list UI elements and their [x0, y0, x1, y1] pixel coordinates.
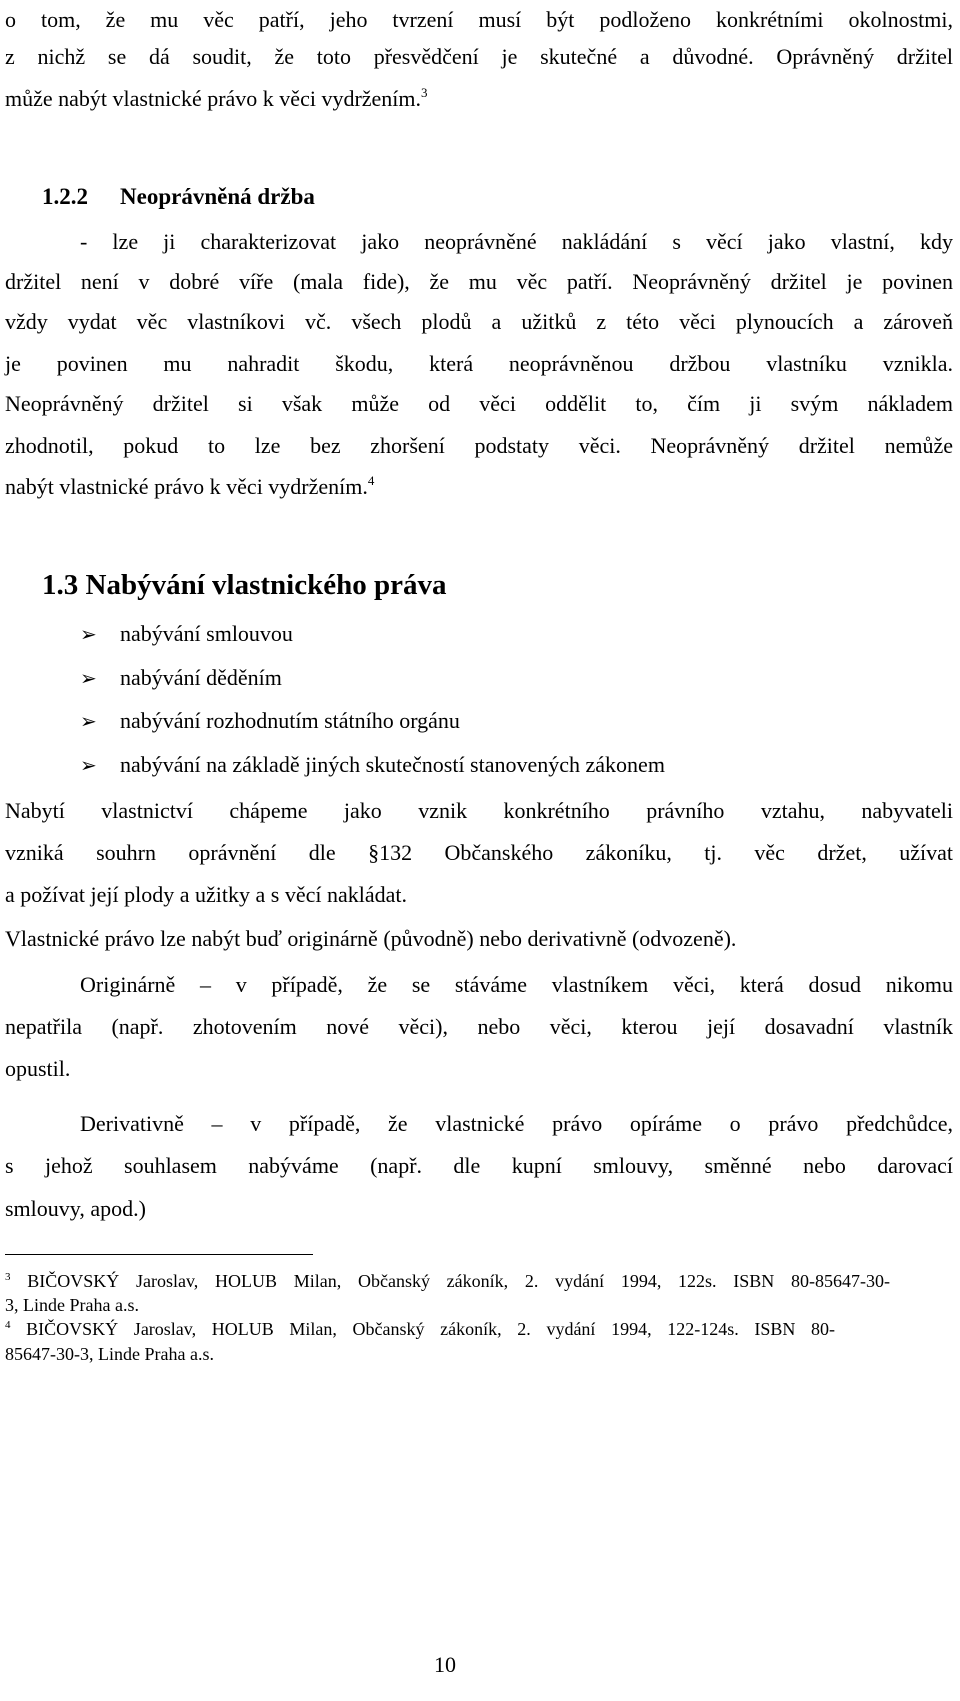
- paragraph-line: s jehož souhlasem nabýváme (např. dle kupní smlouvy, směnné nebo darovací: [5, 1153, 953, 1178]
- paragraph-line: [5, 85, 953, 113]
- paragraph-line: opustil.: [5, 1056, 71, 1081]
- footnote-text: BIČOVSKÝ Jaroslav, HOLUB Milan, Občanský zákoník, 2. vydání 1994, 122-124s. ISBN 80-: [26, 1319, 836, 1339]
- footnote: [5, 1270, 890, 1292]
- paragraph-line: a požívat její plody a užitky a s věcí nakládat.: [5, 882, 407, 907]
- footnote-number: 3: [5, 1271, 11, 1283]
- footnote-reference: 3: [421, 85, 428, 100]
- list-item-text: nabývání smlouvou: [120, 621, 293, 646]
- section-title: Nabývání vlastnického práva: [85, 569, 447, 601]
- list-item-text: nabývání na základě jiných skutečností stanovených zákonem: [120, 752, 665, 777]
- list-item: [80, 751, 665, 779]
- paragraph-line: Derivativně – v případě, že vlastnické právo opíráme o právo předchůdce,: [80, 1111, 953, 1136]
- arrow-right-outline-icon: ➢: [80, 753, 97, 777]
- list-item: [80, 707, 460, 735]
- list-item-text: nabývání rozhodnutím státního orgánu: [120, 708, 460, 733]
- footnote-line: 3, Linde Praha a.s.: [5, 1295, 139, 1315]
- paragraph-text: nabýt vlastnické právo k věci vydržením.: [5, 474, 368, 499]
- footnote-text: BIČOVSKÝ Jaroslav, HOLUB Milan, Občanský zákoník, 2. vydání 1994, 122s. ISBN 80-85647-30-: [27, 1271, 890, 1291]
- footnote: [5, 1318, 835, 1340]
- paragraph-line: vzniká souhrn oprávnění dle §132 Občanského zákoníku, tj. věc držet, užívat: [5, 840, 953, 865]
- section-number: 1.2.2: [42, 184, 88, 209]
- section-title: Neoprávněná držba: [120, 184, 315, 209]
- arrow-right-outline-icon: ➢: [80, 622, 97, 646]
- paragraph-line: držitel není v dobré víře (mala fide), že mu věc patří. Neoprávněný držitel je povinen: [5, 269, 953, 294]
- list-item: [80, 664, 282, 692]
- paragraph-line: nepatřila (např. zhotovením nové věci), nebo věci, kterou její dosavadní vlastník: [5, 1014, 953, 1039]
- footnote-line: 85647-30-3, Linde Praha a.s.: [5, 1344, 214, 1364]
- page-number: 10: [434, 1652, 456, 1677]
- arrow-right-outline-icon: ➢: [80, 666, 97, 690]
- section-heading: [42, 183, 315, 211]
- section-heading: [42, 568, 446, 602]
- footnote-number: 4: [5, 1319, 11, 1331]
- paragraph-line: - lze ji charakterizovat jako neoprávněné nakládání s věcí jako vlastní, kdy: [80, 229, 953, 254]
- footnote-reference: 4: [367, 473, 375, 488]
- list-item: [80, 620, 293, 648]
- paragraph-line: [5, 473, 953, 501]
- paragraph-line: je povinen mu nahradit škodu, která neoprávněnou držbou vlastníku vznikla.: [5, 351, 953, 376]
- arrow-right-outline-icon: ➢: [80, 709, 97, 733]
- paragraph-line: zhodnotil, pokud to lze bez zhoršení podstaty věci. Neoprávněný držitel nemůže: [5, 433, 953, 458]
- paragraph-line: Vlastnické právo lze nabýt buď originárně (původně) nebo derivativně (odvozeně).: [5, 926, 737, 951]
- paragraph-line: o tom, že mu věc patří, jeho tvrzení musí být podloženo konkrétními okolnostmi,: [5, 7, 953, 32]
- paragraph-line: z nichž se dá soudit, že toto přesvědčení je skutečné a důvodné. Oprávněný držitel: [5, 44, 953, 69]
- paragraph-line: Neoprávněný držitel si však může od věci oddělit to, čím ji svým nákladem: [5, 391, 953, 416]
- section-number: 1.3: [42, 569, 79, 601]
- footnote-separator: [5, 1254, 313, 1255]
- paragraph-line: Nabytí vlastnictví chápeme jako vznik konkrétního právního vztahu, nabyvateli: [5, 798, 953, 823]
- list-item-text: nabývání děděním: [120, 665, 282, 690]
- paragraph-line: smlouvy, apod.): [5, 1196, 146, 1221]
- paragraph-text: může nabýt vlastnické právo k věci vydržením.: [5, 86, 422, 111]
- paragraph-line: vždy vydat věc vlastníkovi vč. všech plodů a užitků z této věci plynoucích a zároveň: [5, 309, 953, 334]
- paragraph-line: Originárně – v případě, že se stáváme vlastníkem věci, která dosud nikomu: [80, 972, 953, 997]
